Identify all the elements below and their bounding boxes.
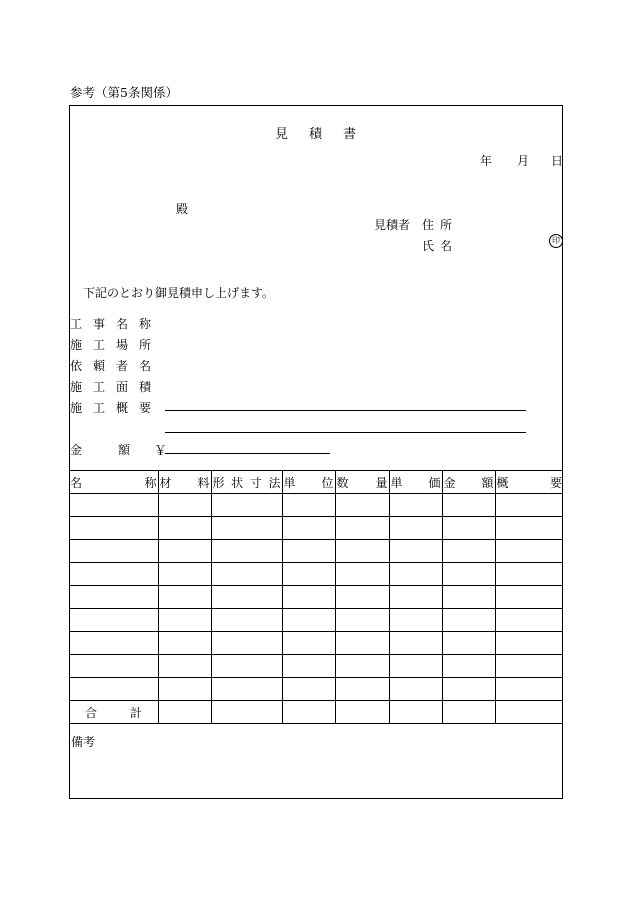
table-cell[interactable] xyxy=(282,563,335,586)
total-cell[interactable] xyxy=(335,701,389,724)
header-material: 材料 xyxy=(158,471,211,494)
table-cell[interactable] xyxy=(442,563,495,586)
seal-mark: 印 xyxy=(549,234,563,248)
field-construction-overview: 施 工 概 要 xyxy=(70,401,152,415)
addressee-suffix: 殿 xyxy=(176,202,189,216)
table-cell[interactable] xyxy=(211,655,282,678)
table-cell[interactable] xyxy=(389,586,442,609)
table-cell[interactable] xyxy=(495,494,563,517)
table-cell[interactable] xyxy=(282,540,335,563)
total-cell[interactable] xyxy=(495,701,563,724)
header-quantity: 数量 xyxy=(335,471,389,494)
table-cell[interactable] xyxy=(211,494,282,517)
table-row xyxy=(69,540,563,563)
table-cell[interactable] xyxy=(442,609,495,632)
yen-mark: ￥ xyxy=(154,444,168,459)
table-cell[interactable] xyxy=(158,494,211,517)
table-cell[interactable] xyxy=(495,678,563,701)
table-cell[interactable] xyxy=(282,494,335,517)
table-cell[interactable] xyxy=(282,609,335,632)
table-cell[interactable] xyxy=(158,517,211,540)
header-unit: 単位 xyxy=(282,471,335,494)
table-cell[interactable] xyxy=(389,540,442,563)
header-amount: 金額 xyxy=(442,471,495,494)
table-cell[interactable] xyxy=(282,632,335,655)
table-cell[interactable] xyxy=(389,494,442,517)
overview-line-1[interactable] xyxy=(165,410,526,411)
document-title: 見 積 書 xyxy=(275,127,357,142)
table-cell[interactable] xyxy=(389,563,442,586)
field-construction-site: 施 工 場 所 xyxy=(70,338,152,352)
date-month-label: 月 xyxy=(517,154,530,168)
table-cell[interactable] xyxy=(69,655,158,678)
table-row xyxy=(69,517,563,540)
table-cell[interactable] xyxy=(158,540,211,563)
total-cell[interactable] xyxy=(282,701,335,724)
table-row xyxy=(69,655,563,678)
table-cell[interactable] xyxy=(69,517,158,540)
table-cell[interactable] xyxy=(211,609,282,632)
total-cell[interactable] xyxy=(158,701,211,724)
table-cell[interactable] xyxy=(158,609,211,632)
table-cell[interactable] xyxy=(158,655,211,678)
total-label-cell: 合 計 xyxy=(69,701,158,724)
table-cell[interactable] xyxy=(69,609,158,632)
table-cell[interactable] xyxy=(495,586,563,609)
field-requester-name: 依 頼 者 名 xyxy=(70,359,152,373)
table-cell[interactable] xyxy=(335,609,389,632)
name-label: 氏名 xyxy=(422,239,459,253)
table-cell[interactable] xyxy=(211,632,282,655)
header-item-name: 名称 xyxy=(69,471,158,494)
table-cell[interactable] xyxy=(442,632,495,655)
table-cell[interactable] xyxy=(282,517,335,540)
table-cell[interactable] xyxy=(69,678,158,701)
total-row xyxy=(69,701,563,724)
table-cell[interactable] xyxy=(495,563,563,586)
field-construction-name: 工 事 名 称 xyxy=(70,317,152,331)
table-cell[interactable] xyxy=(282,678,335,701)
table-cell[interactable] xyxy=(211,678,282,701)
table-cell[interactable] xyxy=(442,494,495,517)
overview-line-2[interactable] xyxy=(165,432,526,433)
table-cell[interactable] xyxy=(335,517,389,540)
amount-label: 金 額 xyxy=(70,443,131,457)
table-cell[interactable] xyxy=(69,540,158,563)
total-cell[interactable] xyxy=(389,701,442,724)
table-cell[interactable] xyxy=(389,632,442,655)
table-cell[interactable] xyxy=(495,609,563,632)
table-cell[interactable] xyxy=(211,517,282,540)
table-row xyxy=(69,678,563,701)
table-cell[interactable] xyxy=(389,655,442,678)
table-cell[interactable] xyxy=(335,678,389,701)
date-day-label: 日 xyxy=(551,154,564,168)
intro-text: 下記のとおり御見積申し上げます。 xyxy=(83,286,275,300)
table-row xyxy=(69,632,563,655)
date-year-label: 年 xyxy=(480,154,493,168)
header-overview: 概要 xyxy=(495,471,563,494)
table-cell[interactable] xyxy=(211,540,282,563)
table-cell[interactable] xyxy=(389,678,442,701)
address-label: 住所 xyxy=(422,218,459,232)
table-cell[interactable] xyxy=(495,517,563,540)
table-cell[interactable] xyxy=(442,517,495,540)
table-cell[interactable] xyxy=(69,586,158,609)
table-cell[interactable] xyxy=(442,678,495,701)
table-cell[interactable] xyxy=(495,655,563,678)
field-construction-area: 施 工 面 積 xyxy=(70,380,152,394)
table-cell[interactable] xyxy=(495,632,563,655)
table-cell[interactable] xyxy=(282,586,335,609)
reference-label: 参考（第5条関係） xyxy=(70,85,178,100)
table-cell[interactable] xyxy=(282,655,335,678)
table-cell[interactable] xyxy=(442,540,495,563)
table-row xyxy=(69,586,563,609)
table-cell[interactable] xyxy=(389,609,442,632)
table-header-row xyxy=(69,471,563,494)
table-cell[interactable] xyxy=(158,586,211,609)
items-table xyxy=(69,470,563,724)
table-cell[interactable] xyxy=(158,563,211,586)
table-row xyxy=(69,609,563,632)
table-cell[interactable] xyxy=(335,632,389,655)
table-cell[interactable] xyxy=(211,563,282,586)
table-cell[interactable] xyxy=(335,563,389,586)
header-shape-size: 形状寸法 xyxy=(211,471,282,494)
table-cell[interactable] xyxy=(158,632,211,655)
table-cell[interactable] xyxy=(69,494,158,517)
table-row xyxy=(69,494,563,517)
table-cell[interactable] xyxy=(389,517,442,540)
table-cell[interactable] xyxy=(442,655,495,678)
table-cell[interactable] xyxy=(69,632,158,655)
amount-line[interactable] xyxy=(165,453,330,454)
total-cell[interactable] xyxy=(442,701,495,724)
table-cell[interactable] xyxy=(211,586,282,609)
table-cell[interactable] xyxy=(158,678,211,701)
table-cell[interactable] xyxy=(495,540,563,563)
remarks-label: 備考 xyxy=(71,735,96,749)
estimator-label: 見積者 xyxy=(374,218,411,232)
table-cell[interactable] xyxy=(335,540,389,563)
total-cell[interactable] xyxy=(211,701,282,724)
table-row xyxy=(69,563,563,586)
header-unit-price: 単価 xyxy=(389,471,442,494)
table-cell[interactable] xyxy=(335,586,389,609)
table-cell[interactable] xyxy=(335,655,389,678)
table-cell[interactable] xyxy=(69,563,158,586)
table-cell[interactable] xyxy=(335,494,389,517)
table-cell[interactable] xyxy=(442,586,495,609)
